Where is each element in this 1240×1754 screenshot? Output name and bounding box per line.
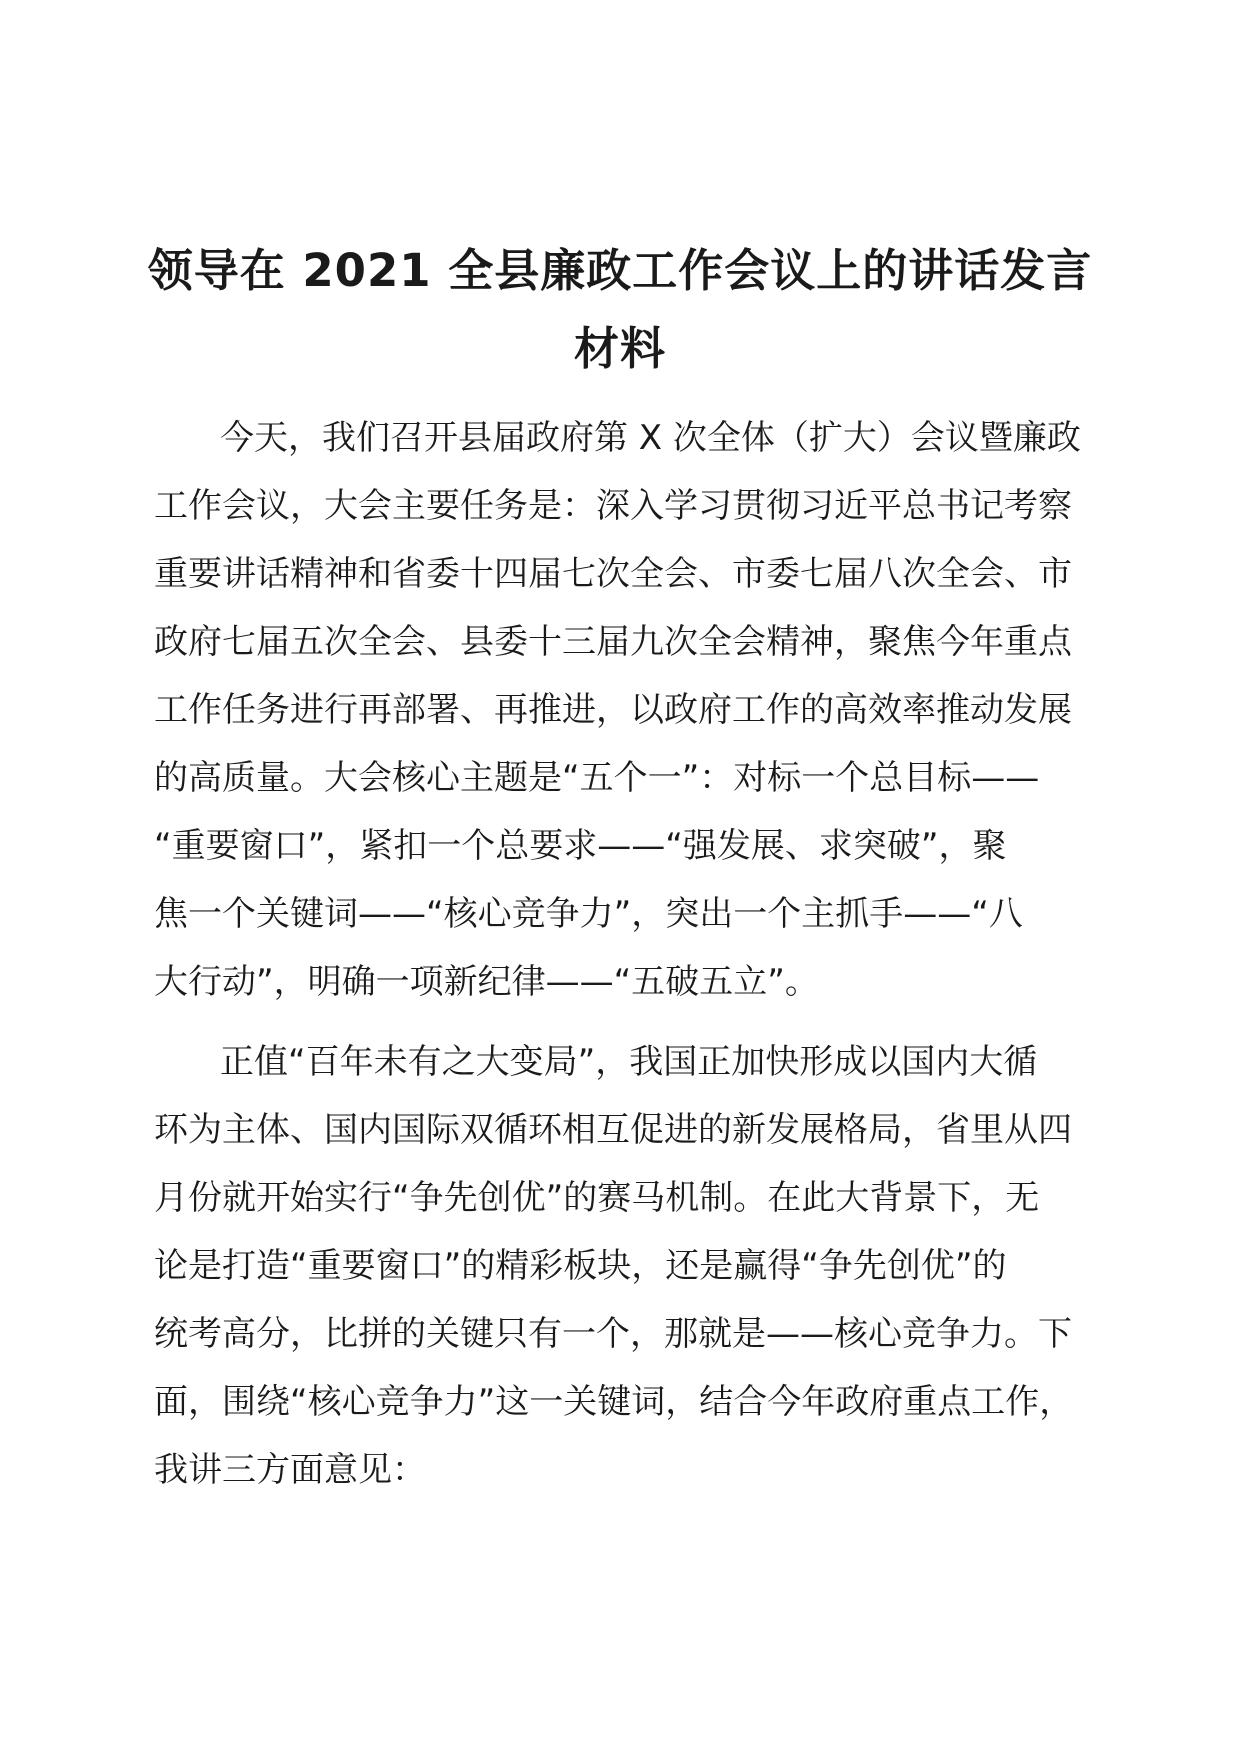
- paragraph-line: “重要窗口”，紧扣一个总要求——“强发展、求突破”，聚: [154, 826, 1007, 866]
- paragraph-line: 工作任务进行再部署、再推进，以政府工作的高效率推动发展: [154, 690, 1072, 730]
- paragraph-line: 政府七届五次全会、县委十三届九次全会精神，聚焦今年重点: [154, 622, 1072, 662]
- paragraph-line: 大行动”，明确一项新纪律——“五破五立”。: [154, 962, 819, 1002]
- paragraph-line: 重要讲话精神和省委十四届七次全会、市委七届八次全会、市: [154, 554, 1072, 594]
- paragraph-line: 面，围绕“核心竞争力”这一关键词，结合今年政府重点工作，: [154, 1382, 1074, 1422]
- title-line-2: 材料: [573, 322, 666, 375]
- paragraph-line: 正值“百年未有之大变局”，我国正加快形成以国内大循: [220, 1042, 1038, 1082]
- paragraph-line: 工作会议，大会主要任务是：深入学习贯彻习近平总书记考察: [154, 486, 1072, 526]
- paragraph-line: 今天，我们召开县届政府第 X 次全体（扩大）会议暨廉政: [220, 418, 1081, 458]
- paragraph-line: 环为主体、国内国际双循环相互促进的新发展格局，省里从四: [154, 1110, 1072, 1150]
- document-title: [120, 232, 1120, 388]
- paragraph-line: 论是打造“重要窗口”的精彩板块，还是赢得“争先创优”的: [154, 1246, 1007, 1286]
- paragraph-1: [154, 404, 1094, 1016]
- title-line-1: 领导在 2021 全县廉政工作会议上的讲话发言: [147, 244, 1093, 297]
- paragraph-line: 月份就开始实行“争先创优”的赛马机制。在此大背景下，无: [154, 1178, 1040, 1218]
- paragraph-line: 焦一个关键词——“核心竞争力”，突出一个主抓手——“八: [154, 894, 1023, 934]
- paragraph-2: [154, 1028, 1094, 1504]
- paragraph-line: 统考高分，比拼的关键只有一个，那就是——核心竞争力。下: [154, 1314, 1072, 1354]
- paragraph-line: 的高质量。大会核心主题是“五个一”：对标一个总目标——: [154, 758, 1040, 798]
- paragraph-line: 我讲三方面意见：: [154, 1450, 426, 1490]
